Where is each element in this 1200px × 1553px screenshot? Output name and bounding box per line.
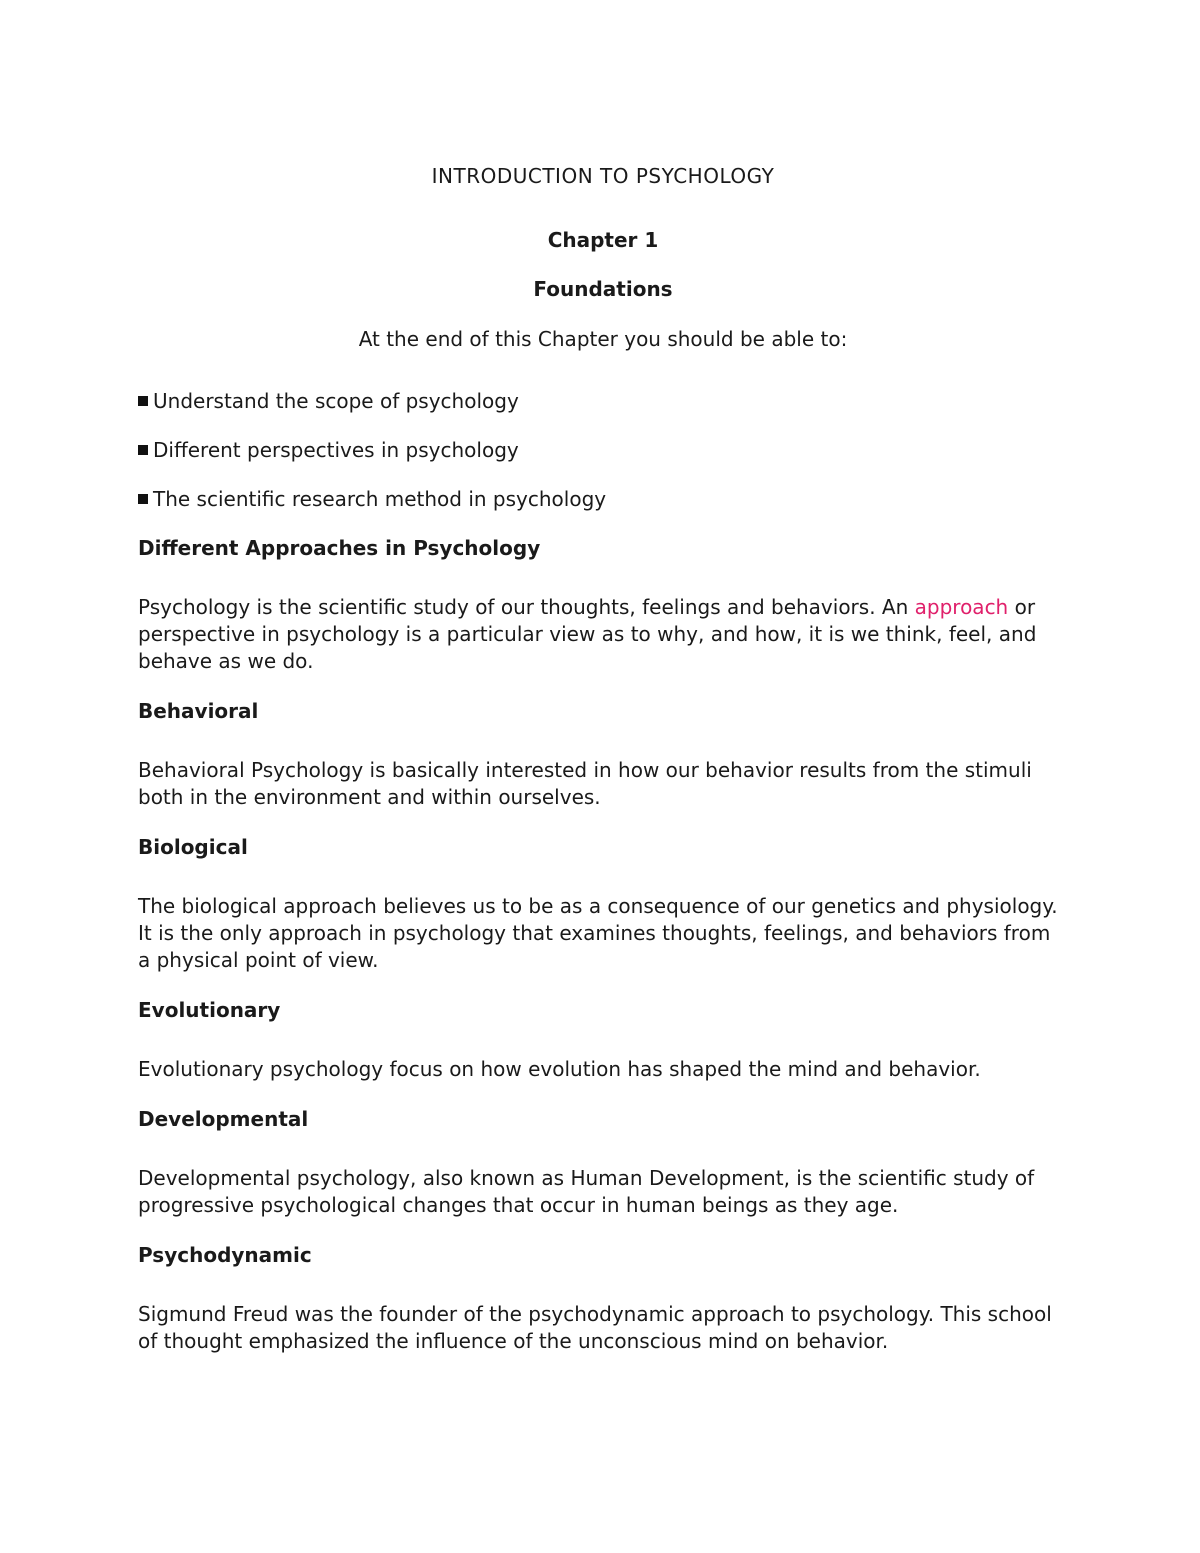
objective-item (138, 385, 1068, 417)
section-body: Developmental psychology, also known as Human Development, is the scientific study of progressive psychological changes that occur in human beings as they age. (138, 1166, 1035, 1217)
section-developmental (138, 1103, 1068, 1219)
chapter-number: Chapter 1 (547, 228, 659, 252)
section-biological (138, 831, 1068, 974)
section-body: The biological approach believes us to be as a consequence of our genetics and physiology. It is the only approach in psychology that examines thoughts, feelings, and behaviors from a physical point of view. (138, 894, 1058, 972)
objective-text: Different perspectives in psychology (153, 438, 519, 462)
objective-text: Understand the scope of psychology (153, 389, 519, 413)
square-bullet-icon (138, 396, 148, 406)
section-behavioral (138, 695, 1068, 811)
objectives-intro: At the end of this Chapter you should be able to: (358, 327, 848, 351)
objective-item (138, 483, 1068, 515)
section-body: Behavioral Psychology is basically interested in how our behavior results from the stimuli both in the environment and within ourselves. (138, 758, 1032, 809)
section-body: Sigmund Freud was the founder of the psychodynamic approach to psychology. This school of thought emphasized the influence of the unconscious mind on behavior. (138, 1302, 1052, 1353)
objective-item (138, 434, 1068, 466)
intro-text-before: Psychology is the scientific study of our thoughts, feelings and behaviors. An (138, 595, 915, 619)
square-bullet-icon (138, 445, 148, 455)
document-page (138, 160, 1068, 1355)
section-evolutionary (138, 994, 1068, 1083)
section-title: Psychodynamic (138, 1243, 312, 1267)
approach-link[interactable]: approach (914, 595, 1009, 619)
section-title: Developmental (138, 1107, 309, 1131)
approaches-intro-paragraph (138, 594, 1068, 675)
approaches-heading: Different Approaches in Psychology (138, 536, 541, 560)
section-body: Evolutionary psychology focus on how evolution has shaped the mind and behavior. (138, 1057, 981, 1081)
section-title: Evolutionary (138, 998, 281, 1022)
section-title: Behavioral (138, 699, 259, 723)
intro-text-after: or perspective in psychology is a particular view as to why, and how, it is we think, feel, and behave as we do. (138, 595, 1037, 673)
objective-text: The scientific research method in psychology (153, 487, 607, 511)
objectives-list (138, 385, 1068, 515)
section-title: Biological (138, 835, 248, 859)
chapter-subtitle: Foundations (533, 277, 673, 301)
document-title: INTRODUCTION TO PSYCHOLOGY (431, 164, 775, 188)
square-bullet-icon (138, 494, 148, 504)
section-psychodynamic (138, 1239, 1068, 1355)
